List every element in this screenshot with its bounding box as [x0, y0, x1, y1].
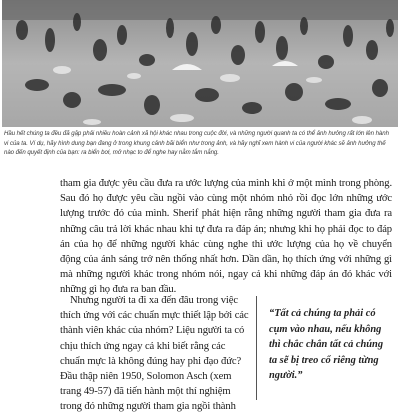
- pull-quote-text: “Tất cả chúng ta phải có cụm vào nhau, nếu không thì chắc chắn tất cả chúng ta sẽ bị treo cổ riêng từng người.”: [269, 308, 384, 382]
- photo-caption: Hầu hết chúng ta đều đã gặp phải nhiều hoàn cảnh xã hội khác nhau trong cuộc đời, và những người quanh ta có thể ảnh hưởng rất lớn lên hành vi của ta. Ví dụ, hãy hình dung bạn đang ở trong khung cảnh bãi biển như trong ảnh, và hãy nghĩ xem hành vi của người khác sẽ ảnh hưởng thế nào đến quyết định của bạn: ra biển bơi, mở nhạc to để nghe hay nằm tắm nắng.: [4, 130, 389, 157]
- beach-crowd-photo: [2, 0, 398, 127]
- body-paragraph-2: Nhưng người ta đi xa đến đâu trong việc thích ứng với các chuẩn mực thiết lập bởi các thành viên khác của nhóm? Liệu người ta có chịu thích ứng ngay cả khi biết rằng các chuẩn mực là không đúng hay phi đạo đức? Đầu thập niên 1950, Solomon Asch (xem trang 49-57) đã tiến hành một thí nghiệm trong đó những người tham gia ngồi thành: [60, 295, 249, 413]
- beach-photo-graphic: [2, 0, 398, 127]
- body-paragraph-1: tham gia được yêu cầu đưa ra ước lượng của mình khi ở một mình trong phòng. Sau đó họ được yêu cầu ngồi vào cùng một nhóm nhỏ rồi đọc lớn những ước lượng trước đó của mình. Sherif phát hiện rằng những người tham gia đưa ra những câu trả lời khác nhau khi tự đưa ra đáp án; nhưng khi họ phải đọc to đáp án của họ để những người khác cùng nghe thì ước lượng của họ về chuyển động của ánh sáng trở nên thống nhất hơn. Dần dần, họ thích ứng với những gì mà những người khác trong nhóm nói, ngay cả khi những đáp án đó khác với những gì họ đưa ra ban đầu.: [60, 178, 392, 296]
- pull-quote: [256, 296, 388, 400]
